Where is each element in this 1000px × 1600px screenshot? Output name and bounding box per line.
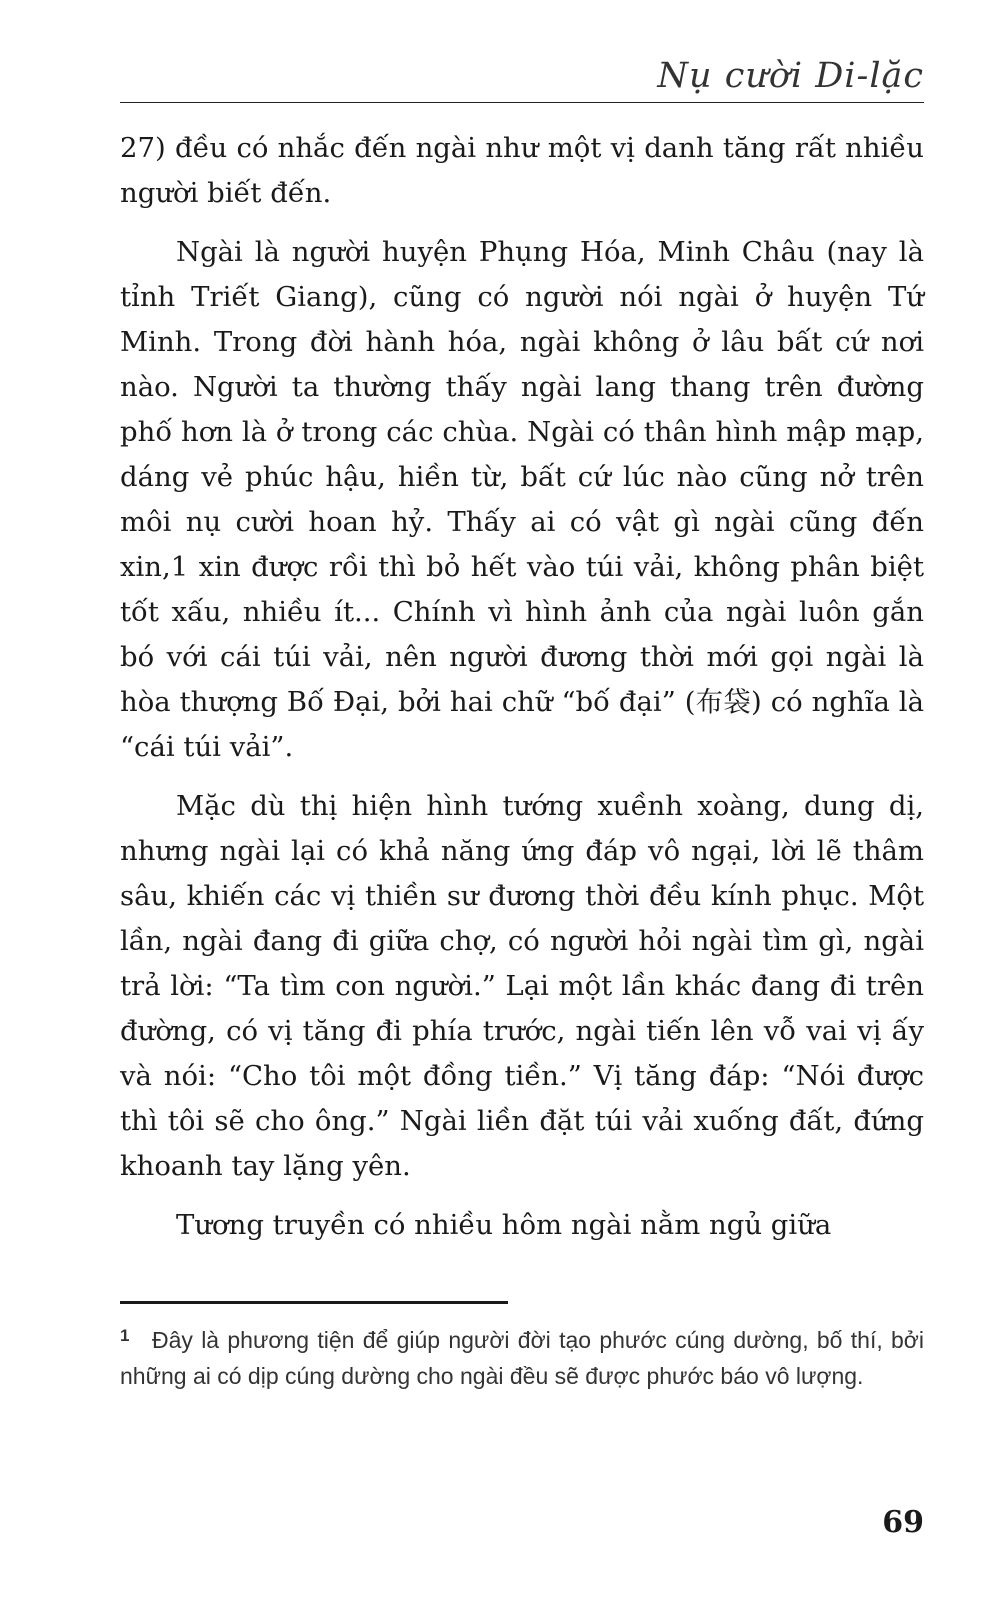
paragraph: Ngài là người huyện Phụng Hóa, Minh Châu (nay là tỉnh Triết Giang), cũng có người nói ngài ở huyện Tứ Minh. Trong đời hành hóa, ngài không ở lâu bất cứ nơi nào. Người ta thường thấy ngài lang thang trên đường phố hơn là ở trong các chùa. Ngài có thân hình mập mạp, dáng vẻ phúc hậu, hiền từ, bất cứ lúc nào cũng nở trên môi nụ cười hoan hỷ. Thấy ai có vật gì ngài cũng đến xin,1 xin được rồi thì bỏ hết vào túi vải, không phân biệt tốt xấu, nhiều ít... Chính vì hình ảnh của ngài luôn gắn bó với cái túi vải, nên người đương thời mới gọi ngài là hòa thượng Bố Đại, bởi hai chữ “bố đại” (布袋) có nghĩa là “cái túi vải”. bbox=[120, 236, 924, 763]
paragraph-continued: 27) đều có nhắc đến ngài như một vị danh tăng rất nhiều người biết đến. bbox=[120, 132, 924, 209]
running-header-title: Nụ cười Di-lặc bbox=[657, 56, 924, 96]
footnote-divider bbox=[120, 1301, 508, 1304]
page-number: 69 bbox=[882, 1505, 924, 1540]
footnote bbox=[120, 1322, 924, 1394]
paragraph: Mặc dù thị hiện hình tướng xuềnh xoàng, dung dị, nhưng ngài lại có khả năng ứng đáp vô ngại, lời lẽ thâm sâu, khiến các vị thiền sư đương thời đều kính phục. Một lần, ngài đang đi giữa chợ, có người hỏi ngài tìm gì, ngài trả lời: “Ta tìm con người.” Lại một lần khác đang đi trên đường, có vị tăng đi phía trước, ngài tiến lên vỗ vai vị ấy và nói: “Cho tôi một đồng tiền.” Vị tăng đáp: “Nói được thì tôi sẽ cho ông.” Ngài liền đặt túi vải xuống đất, đứng khoanh tay lặng yên. bbox=[120, 790, 924, 1182]
header-divider bbox=[120, 102, 924, 103]
paragraph: Tương truyền có nhiều hôm ngài nằm ngủ giữa bbox=[176, 1209, 832, 1241]
footnote-marker: 1 bbox=[120, 1326, 130, 1345]
body-text bbox=[120, 126, 924, 1262]
footnote-text: Đây là phương tiện để giúp người đời tạo phước cúng dường, bố thí, bởi những ai có dịp cúng dường cho ngài đều sẽ được phước báo vô lượng. bbox=[120, 1327, 924, 1389]
